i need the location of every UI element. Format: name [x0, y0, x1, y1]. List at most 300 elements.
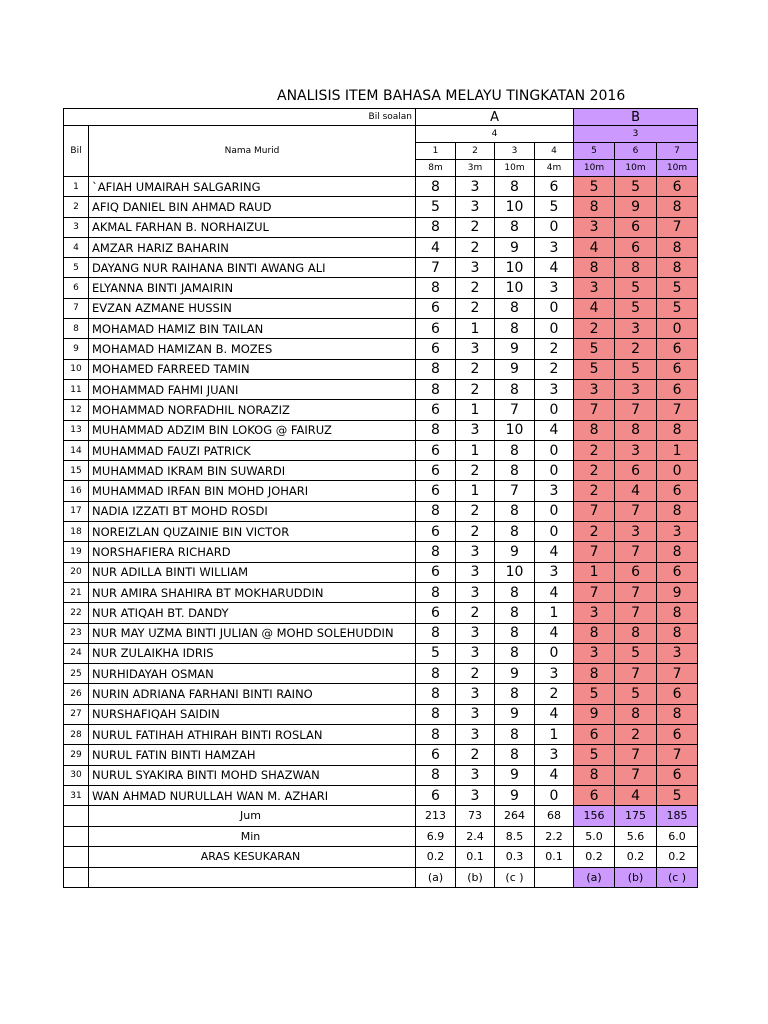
- table-row: [64, 725, 698, 745]
- score-cell: 8: [416, 420, 456, 440]
- score-cell: 2: [574, 461, 615, 481]
- score-cell: 8: [416, 501, 456, 521]
- score-cell: 2: [574, 522, 615, 542]
- row-number: 21: [64, 582, 89, 602]
- table-row: [64, 481, 698, 501]
- row-number: 14: [64, 440, 89, 460]
- score-cell: 3: [456, 177, 495, 197]
- student-name: NUR ATIQAH BT. DANDY: [89, 603, 416, 623]
- score-cell: 7: [615, 400, 657, 420]
- jum-row-value: 68: [535, 806, 574, 827]
- question-number: 1: [416, 143, 456, 160]
- student-name: MOHAMMAD NORFADHIL NORAZIZ: [89, 400, 416, 420]
- score-cell: 4: [615, 785, 657, 805]
- score-cell: 3: [574, 278, 615, 298]
- score-cell: 8: [416, 765, 456, 785]
- score-cell: 6: [657, 177, 698, 197]
- row-number: 30: [64, 765, 89, 785]
- score-cell: 8: [574, 623, 615, 643]
- student-name: NUR ADILLA BINTI WILLIAM: [89, 562, 416, 582]
- score-cell: 3: [615, 379, 657, 399]
- aras-row-value: 0.3: [495, 847, 535, 868]
- score-cell: 10: [495, 197, 535, 217]
- score-cell: 10: [495, 420, 535, 440]
- score-cell: 4: [535, 704, 574, 724]
- score-cell: 6: [416, 461, 456, 481]
- score-cell: 3: [456, 197, 495, 217]
- row-number: 24: [64, 643, 89, 663]
- score-cell: 8: [657, 704, 698, 724]
- row-number: 17: [64, 501, 89, 521]
- score-cell: 7: [574, 501, 615, 521]
- score-cell: 1: [535, 603, 574, 623]
- score-cell: 6: [657, 562, 698, 582]
- score-cell: 4: [535, 258, 574, 278]
- score-cell: 9: [495, 339, 535, 359]
- score-cell: 3: [657, 522, 698, 542]
- score-cell: 5: [574, 359, 615, 379]
- score-cell: 1: [456, 440, 495, 460]
- score-cell: 3: [657, 643, 698, 663]
- student-name: DAYANG NUR RAIHANA BINTI AWANG ALI: [89, 258, 416, 278]
- score-cell: 6: [615, 562, 657, 582]
- aras-row-label: ARAS KESUKARAN: [89, 847, 416, 868]
- table-row: [64, 258, 698, 278]
- score-cell: 8: [495, 745, 535, 765]
- aras-row-value: 0.2: [574, 847, 615, 868]
- score-cell: 3: [615, 440, 657, 460]
- score-cell: 6: [416, 522, 456, 542]
- score-cell: 5: [574, 339, 615, 359]
- row-number: 5: [64, 258, 89, 278]
- student-name: NUR MAY UZMA BINTI JULIAN @ MOHD SOLEHUDDIN: [89, 623, 416, 643]
- score-cell: 8: [657, 420, 698, 440]
- jum-row: [64, 806, 698, 827]
- score-cell: 3: [456, 258, 495, 278]
- row-number: 11: [64, 379, 89, 399]
- score-cell: 8: [495, 684, 535, 704]
- score-cell: 2: [535, 684, 574, 704]
- table-row: [64, 501, 698, 521]
- score-cell: 6: [657, 339, 698, 359]
- student-name: NURSHAFIQAH SAIDIN: [89, 704, 416, 724]
- score-cell: 0: [535, 522, 574, 542]
- score-cell: 3: [456, 623, 495, 643]
- min-row: [64, 826, 698, 847]
- score-cell: 8: [495, 177, 535, 197]
- student-name: MUHAMMAD IRFAN BIN MOHD JOHARI: [89, 481, 416, 501]
- score-cell: 0: [535, 217, 574, 237]
- score-cell: 8: [416, 704, 456, 724]
- score-cell: 9: [495, 664, 535, 684]
- score-cell: 8: [657, 237, 698, 257]
- score-cell: 6: [615, 237, 657, 257]
- score-cell: 5: [615, 298, 657, 318]
- score-cell: 8: [416, 623, 456, 643]
- score-cell: 8: [657, 623, 698, 643]
- score-cell: 2: [456, 522, 495, 542]
- score-cell: 7: [615, 542, 657, 562]
- score-cell: 5: [416, 197, 456, 217]
- score-cell: 8: [416, 177, 456, 197]
- score-cell: 8: [495, 440, 535, 460]
- code-row: [64, 867, 698, 888]
- jum-row-value: 264: [495, 806, 535, 827]
- section-b-header: B: [574, 109, 698, 126]
- section-a-count: 4: [416, 126, 574, 143]
- score-cell: 8: [574, 765, 615, 785]
- student-name: MOHAMAD HAMIZ BIN TAILAN: [89, 319, 416, 339]
- score-cell: 7: [657, 217, 698, 237]
- table-row: [64, 785, 698, 805]
- table-row: [64, 745, 698, 765]
- question-marks: 10m: [657, 160, 698, 177]
- score-cell: 8: [574, 258, 615, 278]
- score-cell: 3: [535, 278, 574, 298]
- section-a-header: A: [416, 109, 574, 126]
- table-row: [64, 684, 698, 704]
- score-cell: 6: [416, 339, 456, 359]
- table-row: [64, 359, 698, 379]
- score-cell: 10: [495, 258, 535, 278]
- score-cell: 4: [574, 298, 615, 318]
- student-name: NUR ZULAIKHA IDRIS: [89, 643, 416, 663]
- empty-cell: [64, 867, 89, 888]
- score-cell: 8: [657, 258, 698, 278]
- score-cell: 2: [456, 237, 495, 257]
- score-cell: 3: [456, 542, 495, 562]
- score-cell: 0: [535, 501, 574, 521]
- question-number: 2: [456, 143, 495, 160]
- student-name: NURIN ADRIANA FARHANI BINTI RAINO: [89, 684, 416, 704]
- score-cell: 8: [495, 522, 535, 542]
- code-value: (a): [416, 867, 456, 888]
- table-row: [64, 379, 698, 399]
- score-cell: 7: [657, 745, 698, 765]
- score-cell: 9: [574, 704, 615, 724]
- table-row: [64, 542, 698, 562]
- score-cell: 6: [416, 785, 456, 805]
- score-cell: 8: [495, 379, 535, 399]
- table-row: [64, 339, 698, 359]
- aras-row-value: 0.1: [535, 847, 574, 868]
- score-cell: 5: [574, 684, 615, 704]
- score-cell: 8: [495, 501, 535, 521]
- score-cell: 7: [574, 400, 615, 420]
- row-number: 7: [64, 298, 89, 318]
- score-cell: 7: [615, 603, 657, 623]
- score-cell: 5: [615, 359, 657, 379]
- student-name: NURUL FATIN BINTI HAMZAH: [89, 745, 416, 765]
- aras-row: [64, 847, 698, 868]
- score-cell: 5: [535, 197, 574, 217]
- score-cell: 5: [657, 278, 698, 298]
- score-cell: 0: [535, 319, 574, 339]
- student-name: MOHAMED FARREED TAMIN: [89, 359, 416, 379]
- score-cell: 2: [456, 461, 495, 481]
- score-cell: 6: [574, 785, 615, 805]
- score-cell: 8: [657, 542, 698, 562]
- table-row: [64, 237, 698, 257]
- score-cell: 5: [615, 643, 657, 663]
- score-cell: 8: [495, 319, 535, 339]
- score-cell: 5: [615, 177, 657, 197]
- student-name: AFIQ DANIEL BIN AHMAD RAUD: [89, 197, 416, 217]
- jum-row-label: Jum: [89, 806, 416, 827]
- score-cell: 8: [495, 643, 535, 663]
- student-name: EVZAN AZMANE HUSSIN: [89, 298, 416, 318]
- score-cell: 2: [535, 339, 574, 359]
- score-cell: 1: [657, 440, 698, 460]
- question-marks: 10m: [615, 160, 657, 177]
- score-cell: 5: [574, 177, 615, 197]
- jum-row-value: 175: [615, 806, 657, 827]
- score-cell: 0: [657, 319, 698, 339]
- row-number: 18: [64, 522, 89, 542]
- score-cell: 3: [456, 725, 495, 745]
- score-cell: 3: [615, 522, 657, 542]
- question-marks: 10m: [574, 160, 615, 177]
- aras-row-value: 0.2: [657, 847, 698, 868]
- row-number: 6: [64, 278, 89, 298]
- score-cell: 3: [574, 643, 615, 663]
- score-cell: 2: [574, 481, 615, 501]
- student-name: `AFIAH UMAIRAH SALGARING: [89, 177, 416, 197]
- table-row: [64, 704, 698, 724]
- score-cell: 5: [657, 785, 698, 805]
- student-name: NOREIZLAN QUZAINIE BIN VICTOR: [89, 522, 416, 542]
- score-cell: 8: [574, 664, 615, 684]
- student-name: AMZAR HARIZ BAHARIN: [89, 237, 416, 257]
- score-cell: 9: [495, 237, 535, 257]
- score-cell: 5: [657, 298, 698, 318]
- score-cell: 6: [615, 217, 657, 237]
- table-body: [64, 109, 698, 888]
- score-cell: 3: [574, 603, 615, 623]
- score-cell: 0: [535, 440, 574, 460]
- empty-cell: [89, 867, 416, 888]
- score-cell: 8: [657, 197, 698, 217]
- row-number: 26: [64, 684, 89, 704]
- score-cell: 3: [615, 319, 657, 339]
- score-cell: 4: [535, 420, 574, 440]
- question-number: 5: [574, 143, 615, 160]
- score-cell: 3: [535, 562, 574, 582]
- score-cell: 2: [615, 725, 657, 745]
- student-name: NUR AMIRA SHAHIRA BT MOKHARUDDIN: [89, 582, 416, 602]
- jum-row-value: 213: [416, 806, 456, 827]
- score-cell: 6: [535, 177, 574, 197]
- score-cell: 4: [574, 237, 615, 257]
- score-cell: 3: [456, 785, 495, 805]
- row-number: 2: [64, 197, 89, 217]
- score-cell: 3: [456, 643, 495, 663]
- nama-murid-header: Nama Murid: [89, 126, 416, 177]
- score-cell: 3: [456, 339, 495, 359]
- score-cell: 4: [535, 765, 574, 785]
- table-row: [64, 582, 698, 602]
- score-cell: 8: [615, 623, 657, 643]
- table-row: [64, 664, 698, 684]
- score-cell: 5: [574, 745, 615, 765]
- score-cell: 7: [615, 765, 657, 785]
- score-cell: 3: [456, 684, 495, 704]
- score-cell: 4: [535, 542, 574, 562]
- student-name: MUHAMMAD IKRAM BIN SUWARDI: [89, 461, 416, 481]
- table-row: [64, 278, 698, 298]
- score-cell: 2: [456, 278, 495, 298]
- question-marks: 3m: [456, 160, 495, 177]
- table-row: [64, 461, 698, 481]
- row-number: 10: [64, 359, 89, 379]
- table-row: [64, 765, 698, 785]
- score-cell: 8: [657, 501, 698, 521]
- score-cell: 3: [456, 582, 495, 602]
- score-cell: 1: [456, 319, 495, 339]
- score-cell: 2: [456, 298, 495, 318]
- table-row: [64, 420, 698, 440]
- score-cell: 7: [657, 400, 698, 420]
- jum-row-value: 185: [657, 806, 698, 827]
- row-number: 8: [64, 319, 89, 339]
- table-row: [64, 562, 698, 582]
- score-cell: 8: [416, 217, 456, 237]
- score-cell: 3: [535, 379, 574, 399]
- row-number: 19: [64, 542, 89, 562]
- min-row-value: 5.6: [615, 826, 657, 847]
- bil-header: Bil: [64, 126, 89, 177]
- code-value: (c ): [657, 867, 698, 888]
- score-cell: 8: [574, 197, 615, 217]
- empty-cell: [64, 826, 89, 847]
- header-row-counts: [64, 126, 698, 143]
- score-cell: 8: [416, 542, 456, 562]
- score-cell: 5: [615, 684, 657, 704]
- table-row: [64, 177, 698, 197]
- score-cell: 6: [416, 298, 456, 318]
- score-cell: 5: [615, 278, 657, 298]
- row-number: 31: [64, 785, 89, 805]
- score-cell: 6: [416, 481, 456, 501]
- row-number: 27: [64, 704, 89, 724]
- score-cell: 3: [535, 481, 574, 501]
- score-cell: 7: [416, 258, 456, 278]
- score-cell: 1: [574, 562, 615, 582]
- min-row-value: 6.9: [416, 826, 456, 847]
- score-cell: 9: [495, 785, 535, 805]
- score-cell: 3: [456, 704, 495, 724]
- student-name: MUHAMMAD FAUZI PATRICK: [89, 440, 416, 460]
- score-cell: 9: [657, 582, 698, 602]
- score-cell: 0: [535, 400, 574, 420]
- score-cell: 1: [456, 481, 495, 501]
- jum-row-value: 156: [574, 806, 615, 827]
- score-cell: 7: [574, 542, 615, 562]
- score-cell: 6: [416, 400, 456, 420]
- score-cell: 2: [456, 501, 495, 521]
- table-row: [64, 217, 698, 237]
- score-cell: 6: [657, 379, 698, 399]
- score-cell: 6: [615, 461, 657, 481]
- table-row: [64, 440, 698, 460]
- score-cell: 8: [495, 461, 535, 481]
- question-number: 7: [657, 143, 698, 160]
- page-title: ANALISIS ITEM BAHASA MELAYU TINGKATAN 2016: [277, 88, 626, 104]
- score-cell: 9: [615, 197, 657, 217]
- score-cell: 6: [416, 745, 456, 765]
- score-cell: 3: [574, 217, 615, 237]
- score-cell: 0: [535, 461, 574, 481]
- score-cell: 2: [456, 217, 495, 237]
- row-number: 23: [64, 623, 89, 643]
- score-cell: 7: [615, 501, 657, 521]
- empty-cell: [535, 867, 574, 888]
- score-cell: 5: [416, 643, 456, 663]
- score-cell: 3: [456, 562, 495, 582]
- table-row: [64, 522, 698, 542]
- score-cell: 0: [535, 298, 574, 318]
- score-cell: 7: [615, 745, 657, 765]
- score-cell: 2: [456, 603, 495, 623]
- score-cell: 2: [574, 440, 615, 460]
- code-value: (a): [574, 867, 615, 888]
- score-cell: 8: [615, 420, 657, 440]
- code-value: (b): [615, 867, 657, 888]
- score-cell: 8: [495, 298, 535, 318]
- row-number: 9: [64, 339, 89, 359]
- score-cell: 8: [495, 623, 535, 643]
- min-row-label: Min: [89, 826, 416, 847]
- row-number: 29: [64, 745, 89, 765]
- score-cell: 6: [657, 725, 698, 745]
- score-cell: 6: [657, 684, 698, 704]
- score-cell: 7: [615, 582, 657, 602]
- score-cell: 8: [495, 725, 535, 745]
- score-cell: 1: [456, 400, 495, 420]
- score-cell: 2: [456, 359, 495, 379]
- score-cell: 8: [495, 217, 535, 237]
- table-row: [64, 197, 698, 217]
- row-number: 1: [64, 177, 89, 197]
- question-number: 4: [535, 143, 574, 160]
- table-row: [64, 603, 698, 623]
- score-cell: 10: [495, 562, 535, 582]
- aras-row-value: 0.2: [416, 847, 456, 868]
- score-cell: 2: [574, 319, 615, 339]
- question-marks: 10m: [495, 160, 535, 177]
- student-name: WAN AHMAD NURULLAH WAN M. AZHARI: [89, 785, 416, 805]
- score-cell: 6: [416, 319, 456, 339]
- score-cell: 6: [657, 765, 698, 785]
- bil-soalan-label: Bil soalan: [64, 109, 416, 126]
- student-name: ELYANNA BINTI JAMAIRIN: [89, 278, 416, 298]
- score-cell: 2: [456, 745, 495, 765]
- score-cell: 2: [615, 339, 657, 359]
- score-cell: 4: [535, 623, 574, 643]
- table-row: [64, 298, 698, 318]
- student-name: AKMAL FARHAN B. NORHAIZUL: [89, 217, 416, 237]
- student-name: MUHAMMAD ADZIM BIN LOKOG @ FAIRUZ: [89, 420, 416, 440]
- score-cell: 9: [495, 359, 535, 379]
- score-cell: 1: [535, 725, 574, 745]
- score-cell: 3: [574, 379, 615, 399]
- student-name: NURUL SYAKIRA BINTI MOHD SHAZWAN: [89, 765, 416, 785]
- aras-row-value: 0.1: [456, 847, 495, 868]
- score-cell: 3: [535, 745, 574, 765]
- score-cell: 7: [495, 400, 535, 420]
- score-cell: 8: [495, 603, 535, 623]
- score-cell: 0: [535, 785, 574, 805]
